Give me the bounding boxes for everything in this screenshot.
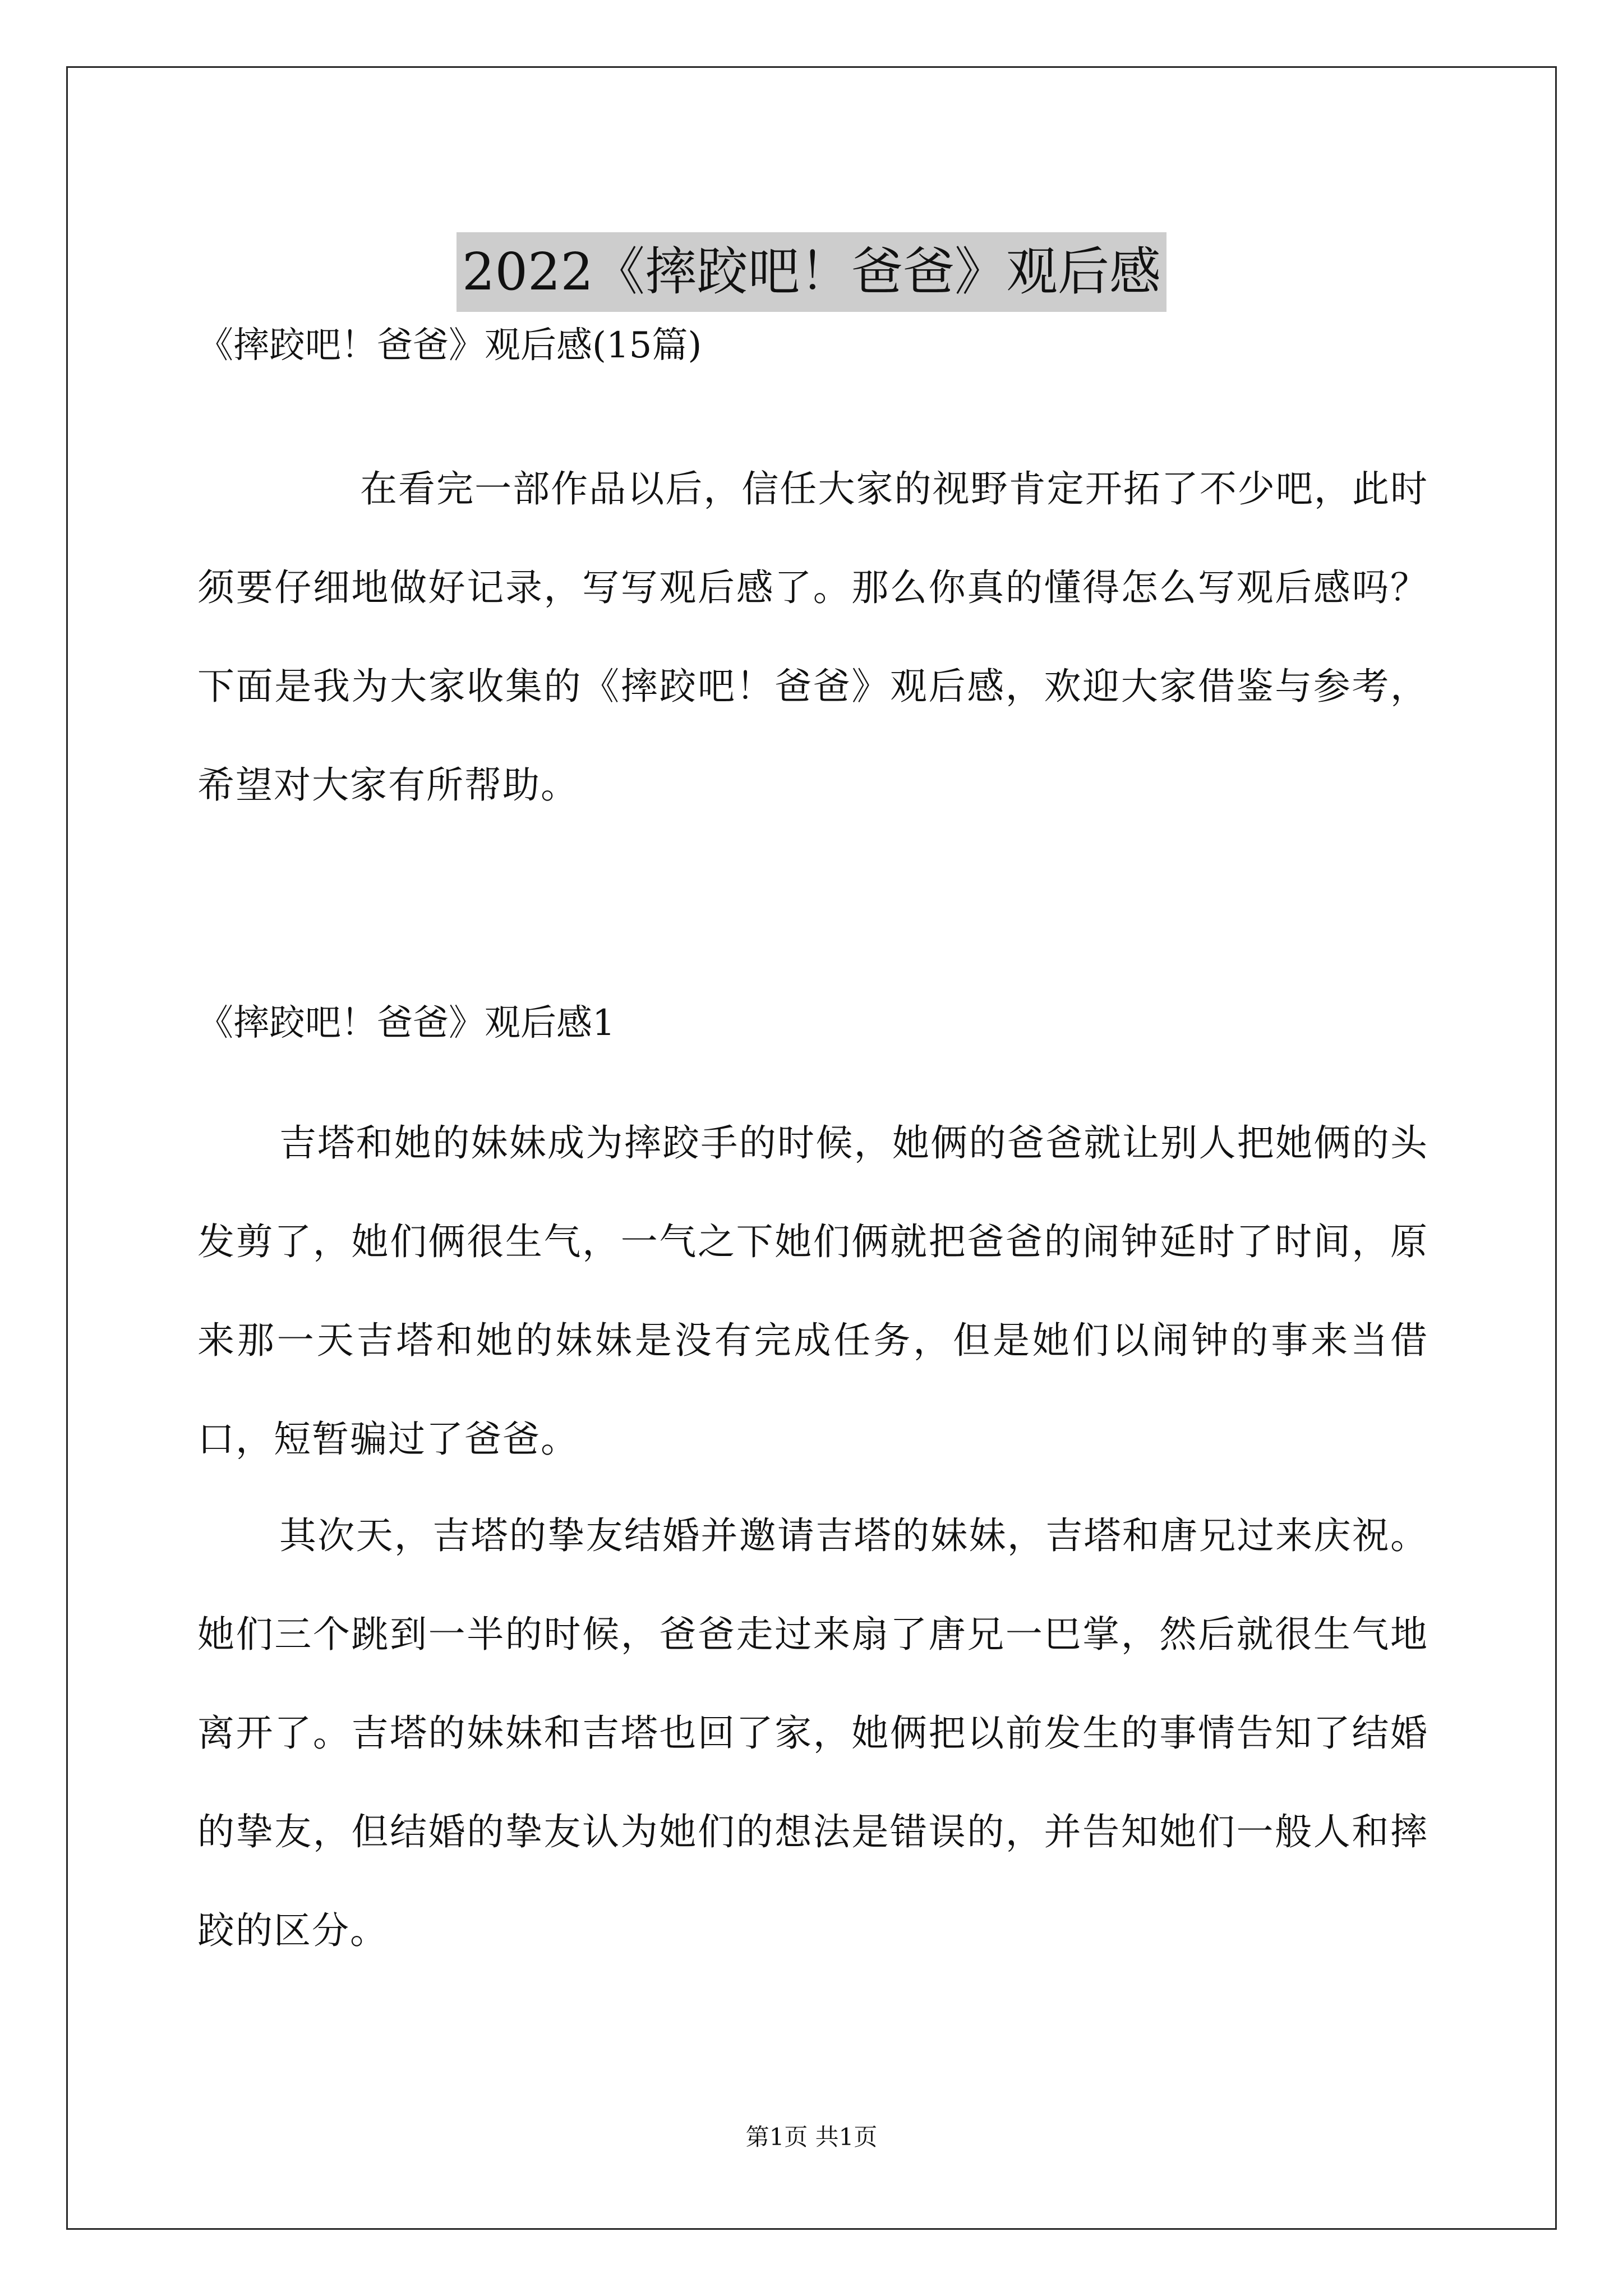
document-title: 2022《摔跤吧！爸爸》观后感 xyxy=(457,232,1166,312)
page-footer: 第1页 共1页 xyxy=(745,2123,878,2151)
body-paragraph-2: 其次天，吉塔的挚友结婚并邀请吉塔的妹妹，吉塔和唐兄过来庆祝。她们三个跳到一半的时候，爸爸走过来扇了唐兄一巴掌，然后就很生气地离开了。吉塔的妹妹和吉塔也回了家，她俩把以前发生的事情告知了结婚的挚友，但结婚的挚友认为她们的想法是错误的，并告知她们一般人和摔跤的区分。 xyxy=(197,1514,1428,1952)
section-heading: 《摔跤吧！爸爸》观后感1 xyxy=(197,1002,615,1044)
document-subtitle: 《摔跤吧！爸爸》观后感(15篇) xyxy=(197,325,702,366)
body-paragraph-1: 吉塔和她的妹妹成为摔跤手的时候，她俩的爸爸就让别人把她俩的头发剪了，她们俩很生气，一气之下她们俩就把爸爸的闹钟延时了时间，原来那一天吉塔和她的妹妹是没有完成任务，但是她们以闹钟的事来当借口，短暂骗过了爸爸。 xyxy=(197,1121,1428,1461)
intro-paragraph: 在看完一部作品以后，信任大家的视野肯定开拓了不少吧，此时须要仔细地做好记录，写写观后感了。那么你真的懂得怎么写观后感吗？下面是我为大家收集的《摔跤吧！爸爸》观后感，欢迎大家借鉴与参考，希望对大家有所帮助。 xyxy=(197,467,1428,807)
